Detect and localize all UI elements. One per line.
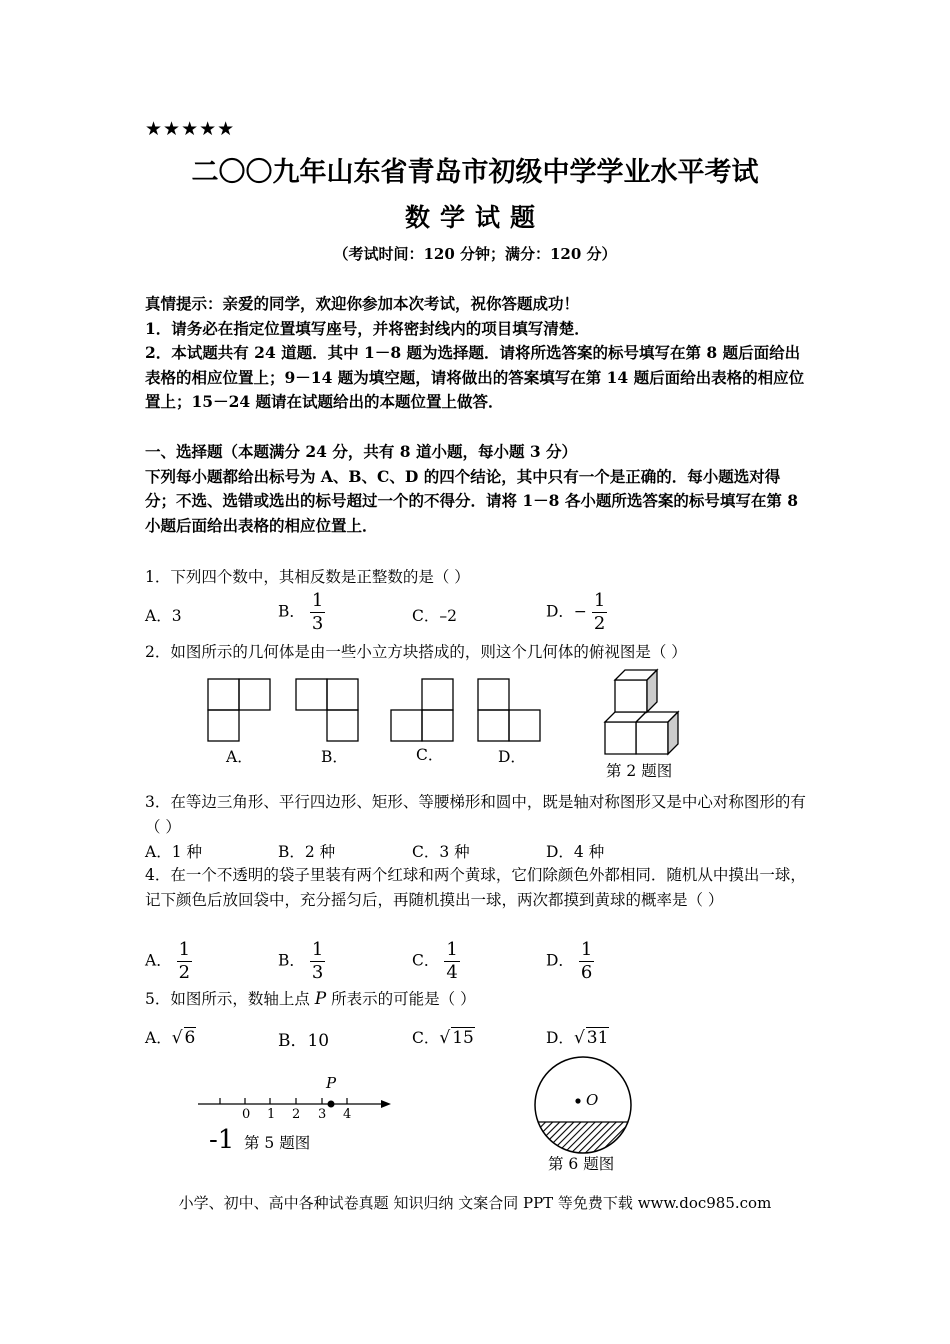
q3-option-b: B．2 种 (278, 843, 336, 861)
q3-option-d: D．4 种 (546, 843, 605, 861)
q2-option-a-figure (208, 679, 270, 741)
notice-line-3: 2．本试题共有 24 道题．其中 1－8 题为选择题．请将所选答案的标号填写在第 8 题后面给出表格的相应位置上；9－14 题为填空题，请将做出的答案填写在第 14 题后面给出表格的相应位置上；15－24 题请在试题给出的本题位置上做答． (145, 343, 805, 411)
q5-c-label: C． (412, 1029, 440, 1047)
tick-label-4: 4 (343, 1107, 352, 1122)
q1-option-c: C．–2 (412, 607, 457, 625)
q4-d-fraction (579, 939, 594, 984)
q2-label-c: C． (416, 746, 444, 764)
q3-option-c: C．3 种 (412, 843, 470, 861)
q5-caption: 第 5 题图 (244, 1134, 311, 1152)
q2-caption: 第 2 题图 (606, 762, 673, 780)
q5-option-d: D．√ 31 (546, 1028, 609, 1048)
q5-d-radicand: 31 (586, 1028, 609, 1048)
q4-c-label: C． (412, 951, 440, 970)
q1-stem: 1．下列四个数中，其相反数是正整数的是（ ） (145, 568, 470, 586)
tick-label-1: 1 (267, 1107, 276, 1122)
q3-option-a: A．1 种 (145, 843, 202, 861)
q5-option-c: C．√ 15 (412, 1028, 474, 1048)
q1-d-fraction (592, 590, 607, 635)
center-point (575, 1098, 580, 1103)
q2-solid-figure (605, 670, 678, 754)
q1-option-b (278, 590, 325, 635)
exam-info: （考试时间：120 分钟；满分：120 分） (333, 245, 617, 263)
fraction-denominator: 4 (446, 962, 458, 983)
point-p (328, 1101, 335, 1108)
footer-text: 小学、初中、高中各种试卷真题 知识归纳 文案合同 PPT 等免费下载 www.doc985.com (178, 1194, 772, 1212)
q4-option-c (412, 939, 460, 984)
q1-d-label: D．− (546, 602, 587, 621)
q2-label-a: A． (226, 748, 253, 766)
q5-c-radicand: 15 (452, 1028, 474, 1048)
q2-option-c-figure (391, 679, 453, 741)
tick-label-3: 3 (318, 1107, 327, 1122)
exam-title: 二〇〇九年山东省青岛市初级中学学业水平考试 (191, 157, 759, 188)
fraction-numerator: 1 (446, 939, 458, 960)
q2-option-b-figure (296, 679, 358, 741)
q5-option-b: B．10 (278, 1031, 330, 1051)
section-1-instructions: 下列每小题都给出标号为 A、B、C、D 的四个结论，其中只有一个是正确的．每小题选对得分；不选、选错或选出的标号超过一个的不得分．请将 1－8 各小题所选答案的标号填写在第 8 小题后面给出表格的相应位置上． (145, 466, 799, 535)
notice-block (145, 292, 810, 415)
q5-stem (145, 987, 810, 1012)
q3-stem: 3．在等边三角形、平行四边形、矩形、等腰梯形和圆中，既是轴对称图形又是中心对称图形的有（ ） (145, 793, 806, 836)
q4-stem: 4．在一个不透明的袋子里装有两个红球和两个黄球，它们除颜色外都相同．随机从中摸出一球，记下颜色后放回袋中，充分摇匀后，再随机摸出一球，两次都摸到黄球的概率是（ ） (145, 866, 806, 909)
fraction-numerator: 1 (311, 590, 324, 611)
q5-option-a: A．√ 6 (145, 1028, 196, 1048)
tick-label-2: 2 (292, 1107, 301, 1122)
notice-line-2: 1．请务必在指定位置填写座号，并将密封线内的项目填写清楚． (145, 318, 590, 338)
subject-title: 数学试题 (404, 203, 545, 232)
center-label: O (586, 1091, 599, 1109)
negative-one-mark: -1 (209, 1125, 235, 1155)
fraction-denominator: 2 (178, 962, 191, 983)
q4-b-label: B． (278, 951, 305, 970)
number-line-arrow (381, 1100, 391, 1108)
q6-circle-figure (530, 1052, 636, 1158)
q5-stem-pre: 5．如图所示，数轴上点 (145, 990, 315, 1008)
fraction-denominator: 3 (311, 613, 324, 634)
tick-label-0: 0 (242, 1107, 251, 1122)
q4-b-fraction (310, 939, 325, 984)
q2-option-d-figure (478, 679, 540, 741)
point-p-label: P (326, 1074, 337, 1092)
stars-rating: ★★★★★ (145, 118, 236, 140)
q6-caption: 第 6 题图 (548, 1155, 615, 1173)
fraction-numerator: 1 (593, 590, 606, 611)
q4-d-label: D． (546, 951, 574, 970)
q4-option-a (145, 939, 192, 984)
fraction-numerator: 1 (580, 939, 593, 960)
q4-a-label: A． (145, 951, 172, 970)
fraction-numerator: 1 (178, 939, 191, 960)
fraction-denominator: 3 (311, 962, 324, 983)
q4-option-d (546, 939, 594, 984)
q4-a-fraction (177, 939, 192, 984)
fraction-denominator: 6 (580, 962, 593, 983)
section-1 (145, 440, 810, 538)
q4-option-b (278, 939, 325, 984)
q5-a-radicand: 6 (184, 1028, 196, 1048)
q5-stem-var: P (314, 989, 327, 1009)
section-1-heading: 一、选择题（本题满分 24 分，共有 8 道小题，每小题 3 分） (145, 442, 578, 461)
q5-a-label: A． (145, 1029, 172, 1047)
q2-label-d: D． (498, 748, 526, 766)
q1-option-a: A．3 (145, 607, 182, 625)
fraction-denominator: 2 (593, 613, 606, 634)
q1-b-fraction (310, 590, 325, 635)
q4-c-fraction (444, 939, 459, 984)
notice-line-1: 真情提示：亲爱的同学，欢迎你参加本次考试，祝你答题成功！ (145, 294, 580, 313)
fraction-numerator: 1 (311, 939, 324, 960)
q2-label-b: B． (321, 748, 348, 766)
q1-option-d (546, 590, 607, 635)
q1-b-label: B． (278, 602, 305, 621)
q5-stem-post: 所表示的可能是（ ） (326, 990, 476, 1008)
q5-d-label: D． (546, 1029, 574, 1047)
q2-stem: 2．如图所示的几何体是由一些小立方块搭成的，则这个几何体的俯视图是（ ） (145, 643, 687, 661)
